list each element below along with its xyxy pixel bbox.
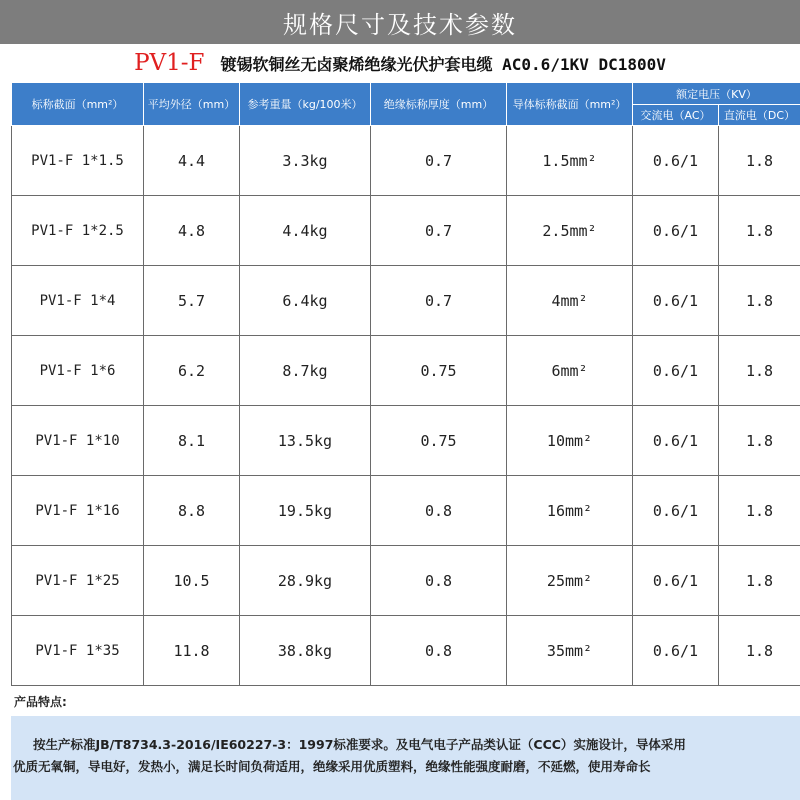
cell-ac: 0.6/1	[633, 336, 719, 406]
cell-ac: 0.6/1	[633, 476, 719, 546]
spec-table	[11, 82, 800, 686]
cell-conductor: 16mm²	[507, 476, 633, 546]
cell-conductor: 25mm²	[507, 546, 633, 616]
cell-dc: 1.8	[719, 476, 800, 546]
header-dc: 直流电（DC）	[719, 105, 800, 126]
cell-weight: 38.8kg	[240, 616, 371, 686]
table-row	[12, 126, 800, 196]
cell-od: 6.2	[144, 336, 240, 406]
cell-od: 4.8	[144, 196, 240, 266]
cell-od: 8.8	[144, 476, 240, 546]
cell-dc: 1.8	[719, 266, 800, 336]
cell-insulation: 0.7	[371, 196, 507, 266]
cell-ac: 0.6/1	[633, 546, 719, 616]
cell-weight: 8.7kg	[240, 336, 371, 406]
product-subtitle	[0, 44, 800, 82]
cell-name: PV1-F 1*2.5	[12, 196, 144, 266]
cell-dc: 1.8	[719, 336, 800, 406]
cell-name: PV1-F 1*10	[12, 406, 144, 476]
cell-weight: 3.3kg	[240, 126, 371, 196]
cell-weight: 6.4kg	[240, 266, 371, 336]
cell-dc: 1.8	[719, 616, 800, 686]
cell-ac: 0.6/1	[633, 266, 719, 336]
table-row	[12, 336, 800, 406]
cell-od: 4.4	[144, 126, 240, 196]
cell-dc: 1.8	[719, 126, 800, 196]
cell-insulation: 0.75	[371, 336, 507, 406]
cell-insulation: 0.7	[371, 266, 507, 336]
features-line-1: 按生产标准JB/T8734.3-2016/IE60227-3：1997标准要求。及电气电子产品类认证（CCC）实施设计，导体采用	[33, 737, 686, 752]
table-row	[12, 266, 800, 336]
spec-table-body	[12, 126, 800, 686]
header-conductor: 导体标称截面（mm²）	[507, 83, 633, 126]
product-description: 镀锡软铜丝无卤聚烯绝缘光伏护套电缆 AC0.6/1KV DC1800V	[220, 54, 666, 74]
title-banner	[0, 0, 800, 44]
product-model: PV1-F	[134, 50, 205, 76]
cell-ac: 0.6/1	[633, 196, 719, 266]
features-line-2: 优质无氧铜，导电好，发热小，满足长时间负荷适用，绝缘采用优质塑料，绝缘性能强度耐磨，不延燃，使用寿命长	[13, 759, 651, 774]
table-row	[12, 406, 800, 476]
cell-dc: 1.8	[719, 546, 800, 616]
header-insulation: 绝缘标称厚度（mm）	[371, 83, 507, 126]
cell-od: 5.7	[144, 266, 240, 336]
cell-insulation: 0.7	[371, 126, 507, 196]
table-row	[12, 616, 800, 686]
cell-name: PV1-F 1*4	[12, 266, 144, 336]
cell-conductor: 35mm²	[507, 616, 633, 686]
header-rated-voltage: 额定电压（KV）	[633, 83, 800, 105]
cell-name: PV1-F 1*1.5	[12, 126, 144, 196]
cell-weight: 28.9kg	[240, 546, 371, 616]
table-row	[12, 196, 800, 266]
cell-conductor: 1.5mm²	[507, 126, 633, 196]
cell-ac: 0.6/1	[633, 616, 719, 686]
cell-conductor: 2.5mm²	[507, 196, 633, 266]
cell-dc: 1.8	[719, 406, 800, 476]
page-title: 规格尺寸及技术参数	[283, 10, 517, 39]
features-label: 产品特点:	[14, 695, 67, 709]
cell-ac: 0.6/1	[633, 406, 719, 476]
cell-name: PV1-F 1*25	[12, 546, 144, 616]
cell-name: PV1-F 1*16	[12, 476, 144, 546]
cell-conductor: 10mm²	[507, 406, 633, 476]
features-box	[11, 716, 800, 800]
header-outer-diameter: 平均外径（mm）	[144, 83, 240, 126]
cell-od: 11.8	[144, 616, 240, 686]
cell-name: PV1-F 1*6	[12, 336, 144, 406]
cell-od: 10.5	[144, 546, 240, 616]
cell-dc: 1.8	[719, 196, 800, 266]
table-row	[12, 476, 800, 546]
cell-insulation: 0.8	[371, 546, 507, 616]
header-weight: 参考重量（kg/100米）	[240, 83, 371, 126]
header-ac: 交流电（AC）	[633, 105, 719, 126]
cell-weight: 19.5kg	[240, 476, 371, 546]
cell-insulation: 0.8	[371, 476, 507, 546]
cell-name: PV1-F 1*35	[12, 616, 144, 686]
cell-conductor: 6mm²	[507, 336, 633, 406]
cell-weight: 4.4kg	[240, 196, 371, 266]
cell-ac: 0.6/1	[633, 126, 719, 196]
cell-insulation: 0.8	[371, 616, 507, 686]
cell-weight: 13.5kg	[240, 406, 371, 476]
table-row	[12, 546, 800, 616]
cell-od: 8.1	[144, 406, 240, 476]
cell-insulation: 0.75	[371, 406, 507, 476]
header-section: 标称截面（mm²）	[12, 83, 144, 126]
cell-conductor: 4mm²	[507, 266, 633, 336]
